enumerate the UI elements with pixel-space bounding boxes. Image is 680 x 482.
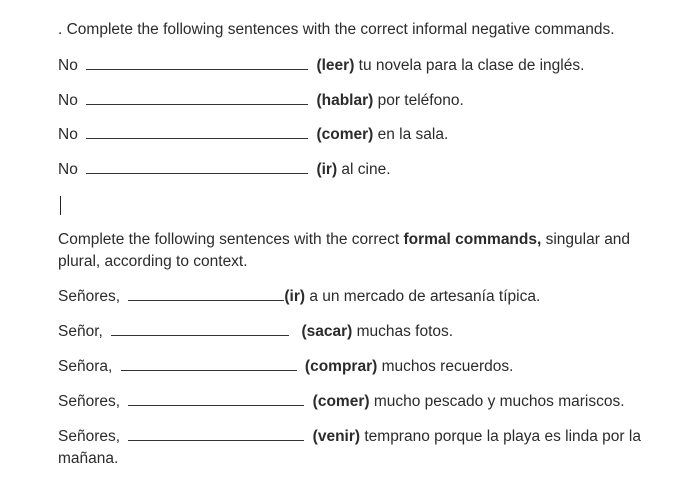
verb-hint: (hablar) xyxy=(316,92,374,109)
sentence-prefix: No xyxy=(58,57,78,74)
verb-hint: (ir) xyxy=(316,161,338,178)
answer-blank[interactable] xyxy=(111,321,289,336)
sentence-rest: al cine. xyxy=(337,161,391,178)
verb-hint: (leer) xyxy=(316,57,355,74)
sentence-rest: temprano porque la playa es linda por la mañana. xyxy=(58,428,641,467)
sentence-prefix: Señor, xyxy=(58,323,103,340)
instruction-text: Complete the following sentences with the correct xyxy=(58,231,404,248)
answer-blank[interactable] xyxy=(128,286,284,301)
answer-blank[interactable] xyxy=(86,124,308,139)
verb-hint: (comer) xyxy=(312,393,370,410)
answer-blank[interactable] xyxy=(86,90,308,105)
sentence-prefix: No xyxy=(58,161,78,178)
section2-instruction xyxy=(58,229,638,273)
sentence-rest: muchos recuerdos. xyxy=(377,358,514,375)
sentence-5 xyxy=(58,286,540,308)
verb-hint: (comer) xyxy=(316,126,374,143)
sentence-prefix: Señores, xyxy=(58,393,121,410)
sentence-rest: mucho pescado y muchos mariscos. xyxy=(369,393,625,410)
sentence-1 xyxy=(58,55,584,77)
answer-blank[interactable] xyxy=(86,55,308,70)
sentence-9 xyxy=(58,426,643,470)
verb-hint: (comprar) xyxy=(304,358,378,375)
sentence-2 xyxy=(58,90,464,112)
sentence-prefix: Señores, xyxy=(58,428,121,445)
sentence-rest: por teléfono. xyxy=(373,92,464,109)
sentence-6 xyxy=(58,321,453,343)
sentence-rest: a un mercado de artesanía típica. xyxy=(305,288,541,305)
verb-hint: (venir) xyxy=(312,428,361,445)
verb-hint: (sacar) xyxy=(301,323,353,340)
answer-blank[interactable] xyxy=(128,391,304,406)
sentence-rest: tu novela para la clase de inglés. xyxy=(354,57,585,74)
sentence-prefix: Señora, xyxy=(58,358,113,375)
instruction-text: singular and plural, according to context. xyxy=(58,231,631,270)
sentence-rest: en la sala. xyxy=(373,126,449,143)
sentence-prefix: Señores, xyxy=(58,288,121,305)
answer-blank[interactable] xyxy=(86,159,308,174)
sentence-prefix: No xyxy=(58,126,78,143)
section1-instruction: . Complete the following sentences with the correct informal negative commands. xyxy=(58,21,615,38)
sentence-3 xyxy=(58,124,448,146)
answer-blank[interactable] xyxy=(121,356,297,371)
instruction-emphasis: formal commands, xyxy=(403,231,542,248)
sentence-rest: muchas fotos. xyxy=(352,323,454,340)
sentence-8 xyxy=(58,391,625,413)
sentence-prefix: No xyxy=(58,92,78,109)
sentence-4 xyxy=(58,159,391,181)
verb-hint: (ir) xyxy=(284,288,306,305)
sentence-7 xyxy=(58,356,513,378)
answer-blank[interactable] xyxy=(128,426,304,441)
text-cursor xyxy=(60,196,61,215)
